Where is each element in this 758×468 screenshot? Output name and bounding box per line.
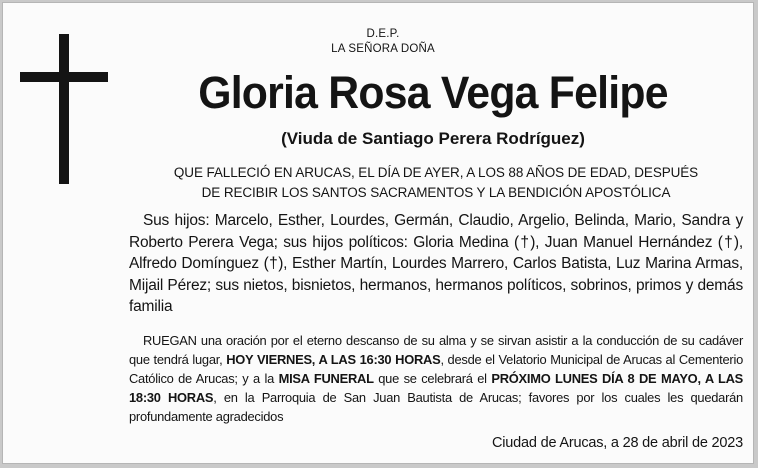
family-paragraph: Sus hijos: Marcelo, Esther, Lourdes, Germán, Claudio, Argelio, Belinda, Mario, Sandra y Roberto Perera Vega; sus hijos políticos: Gloria Medina (†), Juan Manuel Hernández (†), Alfredo Domínguez (†), Esther Martín, Lourdes Marrero, Carlos Batista, Luz Marina Armas, Mijail Pérez; sus nietos, bisnietos, hermanos, hermanos políticos, sobrinos, primos y demás familia	[129, 212, 743, 315]
announcement-line-1: QUE FALLECIÓ EN ARUCAS, EL DÍA DE AYER, A LOS 88 AÑOS DE EDAD, DESPUÉS	[173, 165, 699, 180]
dep-label: D.E.P.	[366, 28, 400, 40]
obituary-card	[3, 3, 753, 463]
mass-date: PRÓXIMO LUNES DÍA 8 DE MAYO, A LAS 18:30 HORAS	[129, 371, 743, 405]
mass-label: MISA FUNERAL	[278, 371, 374, 386]
wake-time: HOY VIERNES, A LAS 16:30 HORAS	[226, 352, 441, 367]
request-paragraph	[129, 331, 743, 426]
announcement-line-2: DE RECIBIR LOS SANTOS SACRAMENTOS Y LA BENDICIÓN APOSTÓLICA	[201, 185, 671, 200]
death-announcement	[131, 163, 741, 203]
request-text-4: , en la Parroquia de San Juan Bautista de Arucas; favores por los cuales les quedarán profundamente agradecidos	[129, 390, 743, 424]
request-text-3: que se celebrará el	[373, 371, 492, 386]
place-date-signature: Ciudad de Arucas, a 28 de abril de 2023	[492, 435, 743, 451]
deceased-name: Gloria Rosa Vega Felipe	[198, 67, 668, 118]
header	[123, 27, 643, 57]
request-text-1: RUEGAN una oración por el eterno descanso de su alma y se sirvan asistir a la conducción de su cadáver que tendrá lugar,	[129, 333, 743, 367]
honorific-label: LA SEÑORA DOÑA	[331, 43, 435, 55]
widow-note: (Viuda de Santiago Perera Rodríguez)	[281, 129, 585, 148]
request-text-2: , desde el Velatorio Municipal de Arucas al Cementerio Católico de Arucas; y a la	[129, 352, 744, 386]
latin-cross-icon	[20, 34, 108, 184]
